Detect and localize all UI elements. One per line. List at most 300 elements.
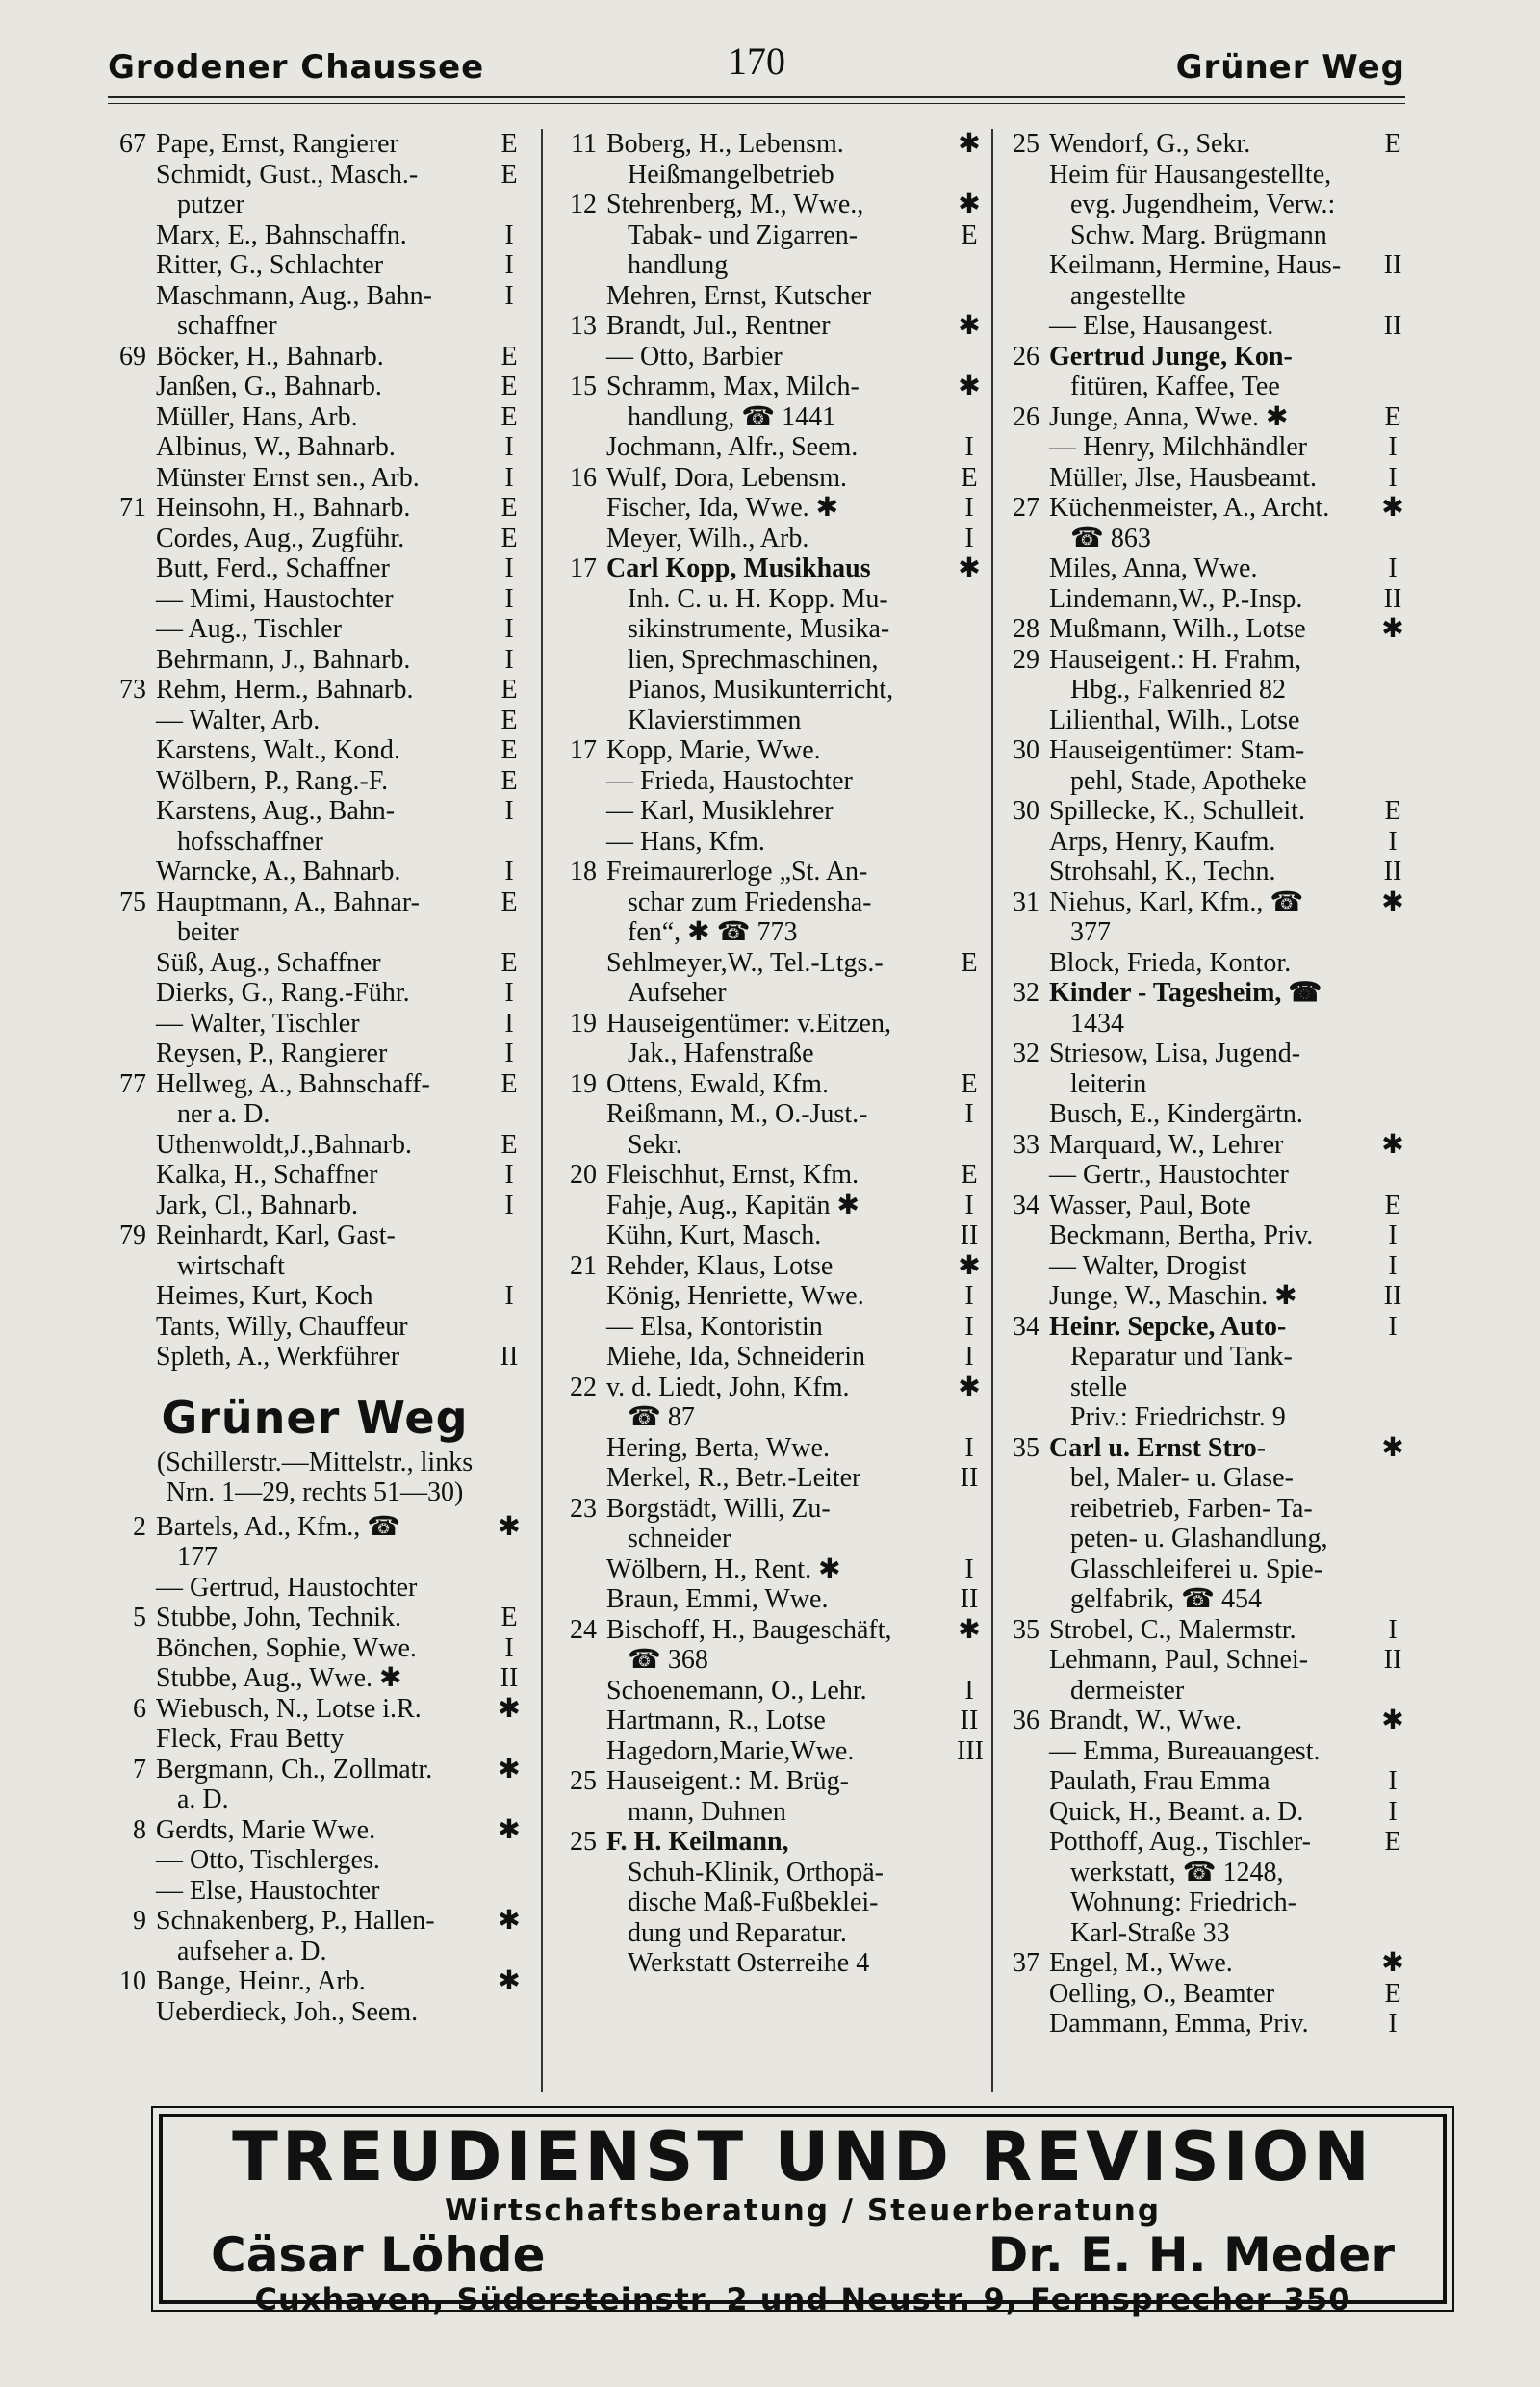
directory-entry — [1001, 1797, 1405, 1828]
entry-text: Keilmann, Hermine, Haus- — [1049, 250, 1342, 280]
status-marker: E — [500, 1129, 518, 1160]
status-marker: I — [504, 553, 514, 583]
directory-entry — [1001, 2009, 1405, 2040]
directory-entry — [1001, 796, 1405, 827]
status-marker: ✱ — [958, 1372, 981, 1402]
entry-text: Bischoff, H., Baugeschäft, — [606, 1614, 892, 1645]
entry-text: Lehmann, Paul, Schnei- — [1049, 1645, 1309, 1675]
entry-text: Brandt, W., Wwe. — [1049, 1706, 1243, 1735]
entry-text: Quick, H., Beamt. a. D. — [1049, 1796, 1304, 1827]
directory-list — [558, 129, 988, 1979]
entry-text: Hauseigentümer: Stam- — [1049, 735, 1305, 765]
entry-text: Klavierstimmen — [628, 705, 802, 735]
status-marker: ✱ — [958, 1614, 981, 1645]
house-number: 6 — [133, 1693, 146, 1724]
directory-entry — [108, 1633, 522, 1664]
status-marker: I — [504, 462, 514, 493]
entry-text: handlung — [628, 250, 729, 280]
directory-entry — [108, 1160, 522, 1191]
status-marker: I — [964, 432, 974, 462]
directory-entry — [1001, 1130, 1405, 1161]
directory-entry — [108, 463, 522, 494]
directory-entry — [108, 372, 522, 402]
directory-entry — [108, 1130, 522, 1161]
status-marker: E — [500, 372, 518, 401]
status-marker: I — [1388, 553, 1398, 583]
status-marker: I — [1388, 1766, 1398, 1796]
house-number: 2 — [133, 1511, 146, 1542]
directory-entry — [1001, 887, 1405, 948]
entry-text: Bartels, Ad., Kfm., ☎ — [156, 1511, 401, 1542]
status-marker: II — [500, 1663, 519, 1693]
status-marker: E — [500, 705, 518, 735]
house-number: 26 — [1013, 401, 1040, 432]
directory-entry — [558, 190, 988, 281]
house-number: 31 — [1013, 886, 1040, 917]
house-number: 17 — [570, 735, 597, 765]
status-marker: E — [500, 1068, 518, 1099]
entry-text: — Walter, Arb. — [156, 705, 321, 735]
house-number: 22 — [570, 1372, 597, 1402]
directory-entry — [108, 1512, 522, 1573]
entry-text: Ueberdieck, Joh., Seem. — [156, 1996, 419, 2027]
entry-text: Hauseigent.: M. Brüg- — [606, 1766, 849, 1796]
directory-entry — [1001, 402, 1405, 433]
entry-text: Marquard, W., Lehrer — [1049, 1129, 1284, 1160]
entry-text: Reißmann, M., O.-Just.- — [606, 1099, 868, 1129]
house-number: 32 — [1013, 1039, 1040, 1068]
directory-entry — [558, 1584, 982, 1615]
directory-entry — [108, 584, 522, 615]
entry-text: Müller, Hans, Arb. — [156, 401, 358, 432]
directory-entry — [558, 1160, 982, 1191]
status-marker: I — [504, 644, 514, 675]
status-marker: I — [964, 1342, 974, 1372]
ad-name-left: Cäsar Löhde — [211, 2227, 546, 2283]
entry-text: Boberg, H., Lebensm. — [606, 129, 844, 159]
entry-text: Werkstatt Osterreihe 4 — [628, 1948, 870, 1978]
entry-text: Heimes, Kurt, Koch — [156, 1281, 373, 1311]
entry-text: Wölbern, P., Rang.-F. — [156, 765, 389, 796]
directory-entry — [558, 1554, 982, 1585]
ad-name-right: Dr. E. H. Meder — [988, 2227, 1395, 2283]
entry-text: Butt, Ferd., Schaffner — [156, 553, 390, 583]
status-marker: ✱ — [1381, 614, 1404, 644]
directory-entry — [558, 1766, 982, 1827]
entry-text: Bergmann, Ch., Zollmatr. — [156, 1754, 433, 1784]
status-marker: ✱ — [1381, 1129, 1404, 1160]
entry-text: mann, Duhnen — [628, 1796, 786, 1827]
directory-entry — [558, 493, 982, 524]
directory-entry — [1001, 1160, 1405, 1191]
directory-entry — [1001, 129, 1405, 160]
directory-entry — [108, 1603, 522, 1633]
directory-entry — [108, 129, 522, 160]
entry-text: dung und Reparatur. — [628, 1917, 847, 1948]
directory-entry — [1001, 1312, 1405, 1433]
directory-entry — [558, 524, 982, 554]
house-number: 73 — [119, 675, 146, 705]
house-number: 34 — [1013, 1311, 1040, 1342]
entry-text: Fahje, Aug., Kapitän ✱ — [606, 1190, 860, 1220]
directory-entry — [108, 432, 522, 463]
directory-entry — [108, 1997, 522, 2028]
directory-entry — [558, 129, 982, 190]
entry-text: Tants, Willy, Chauffeur — [156, 1311, 408, 1342]
entry-text: — Gertr., Haustochter — [1049, 1160, 1289, 1190]
status-marker: E — [1384, 1978, 1401, 2009]
entry-text: putzer — [177, 190, 244, 219]
status-marker: ✱ — [498, 1906, 521, 1936]
entry-text: — Hans, Kfm. — [606, 826, 765, 857]
entry-text: Ottens, Ewald, Kfm. — [606, 1068, 829, 1099]
entry-text: ☎ 368 — [628, 1645, 708, 1675]
house-number: 79 — [119, 1220, 146, 1250]
entry-text: bel, Maler- u. Glase- — [1070, 1463, 1294, 1493]
directory-entry — [108, 1755, 522, 1815]
entry-text: Bönchen, Sophie, Wwe. — [156, 1632, 417, 1663]
directory-entry — [1001, 1251, 1405, 1282]
directory-entry — [1001, 1220, 1405, 1251]
directory-entry — [1001, 463, 1405, 494]
ad-subtitle: Wirtschaftsberatung / Steuerberatung — [444, 2194, 1162, 2228]
entry-text: fitüren, Kaffee, Tee — [1070, 372, 1280, 401]
house-number: 19 — [570, 1008, 597, 1039]
directory-list — [1001, 129, 1405, 2040]
entry-text: Dierks, G., Rang.-Führ. — [156, 978, 410, 1008]
entry-text: Stehrenberg, M., Wwe., — [606, 190, 864, 219]
entry-text: Busch, E., Kindergärtn. — [1049, 1099, 1303, 1129]
directory-entry — [1001, 735, 1405, 796]
entry-text: Stubbe, John, Technik. — [156, 1603, 401, 1632]
entry-text: 1434 — [1070, 1008, 1124, 1039]
entry-text: Kopp, Marie, Wwe. — [606, 735, 821, 765]
status-marker: I — [504, 978, 514, 1008]
directory-entry — [558, 1069, 982, 1100]
status-marker: ✱ — [1381, 886, 1404, 917]
directory-entry — [108, 1039, 522, 1069]
directory-entry — [558, 1494, 982, 1554]
status-marker: E — [500, 493, 518, 523]
directory-entry — [558, 432, 982, 463]
entry-text: Kühn, Kurt, Masch. — [606, 1220, 822, 1250]
status-marker: II — [1383, 311, 1402, 341]
directory-list — [108, 129, 522, 1373]
house-number: 8 — [133, 1814, 146, 1845]
entry-text: Hauptmann, A., Bahnar- — [156, 886, 420, 917]
entry-text: Küchenmeister, A., Archt. — [1049, 493, 1330, 523]
directory-entry — [1001, 1281, 1405, 1312]
entry-text: Schw. Marg. Brügmann — [1070, 219, 1327, 250]
entry-text: dische Maß-Fußbeklei- — [628, 1887, 879, 1917]
directory-entry — [108, 735, 522, 766]
status-marker: E — [500, 401, 518, 432]
entry-text: Strohsahl, K., Techn. — [1049, 857, 1276, 886]
entry-text: Wiebusch, N., Lotse i.R. — [156, 1693, 422, 1724]
entry-text: Miles, Anna, Wwe. — [1049, 553, 1258, 583]
directory-entry — [108, 553, 522, 584]
status-marker: II — [1383, 583, 1402, 614]
status-marker: E — [500, 765, 518, 796]
directory-entry — [1001, 1039, 1405, 1099]
directory-entry — [108, 645, 522, 676]
directory-entry — [1001, 1099, 1405, 1130]
entry-text: Heißmangelbetrieb — [628, 159, 834, 190]
entry-text: — Else, Haustochter — [156, 1875, 380, 1906]
house-number: 33 — [1013, 1129, 1040, 1160]
house-number: 20 — [570, 1160, 597, 1190]
house-number: 21 — [570, 1250, 597, 1281]
directory-entry — [558, 1706, 982, 1736]
status-marker: ✱ — [498, 1693, 521, 1724]
entry-text: evg. Jugendheim, Verw.: — [1070, 190, 1336, 219]
status-marker: II — [1383, 1645, 1402, 1675]
entry-text: Wulf, Dora, Lebensm. — [606, 462, 848, 493]
directory-entry — [558, 342, 982, 372]
directory-entry — [1001, 1433, 1405, 1615]
status-marker: I — [1388, 1311, 1398, 1342]
status-marker: I — [504, 1008, 514, 1039]
directory-entry — [1001, 948, 1405, 979]
directory-entry — [1001, 1615, 1405, 1646]
entry-text: schar zum Friedensha- — [628, 886, 872, 917]
status-marker: I — [1388, 1796, 1398, 1827]
directory-entry — [558, 1312, 982, 1343]
status-marker: I — [504, 796, 514, 826]
directory-entry — [558, 1433, 982, 1464]
entry-text: Arps, Henry, Kaufm. — [1049, 826, 1276, 857]
directory-entry — [1001, 1736, 1405, 1767]
entry-text: schaffner — [177, 311, 277, 341]
directory-entry — [108, 1663, 522, 1694]
entry-text: Freimaurerloge „St. An- — [606, 857, 868, 886]
status-marker: I — [1388, 462, 1398, 493]
entry-text: Hauseigent.: H. Frahm, — [1049, 644, 1302, 675]
directory-entry — [558, 735, 982, 766]
entry-text: Junge, W., Maschin. ✱ — [1049, 1281, 1297, 1311]
entry-text: Stubbe, Aug., Wwe. ✱ — [156, 1663, 402, 1693]
directory-entry — [108, 1312, 522, 1343]
entry-text: hofsschaffner — [177, 826, 323, 857]
directory-entry — [108, 675, 522, 706]
directory-entry — [558, 1251, 982, 1282]
status-marker: E — [1384, 1190, 1401, 1220]
status-marker: E — [500, 129, 518, 159]
entry-text: Schnakenberg, P., Hallen- — [156, 1906, 435, 1936]
entry-text: Mußmann, Wilh., Lotse — [1049, 614, 1306, 644]
status-marker: I — [504, 1039, 514, 1068]
entry-text: Rehder, Klaus, Lotse — [606, 1250, 834, 1281]
entry-text: Carl Kopp, Musikhaus — [606, 553, 871, 583]
entry-text: Oelling, O., Beamter — [1049, 1978, 1275, 2009]
house-number: 29 — [1013, 644, 1040, 675]
status-marker: E — [500, 523, 518, 553]
directory-entry — [558, 1009, 982, 1069]
entry-text: fen“, ✱ ☎ 773 — [628, 917, 798, 947]
status-marker: E — [500, 886, 518, 917]
entry-text: Brandt, Jul., Rentner — [606, 311, 831, 341]
entry-text: Süß, Aug., Schaffner — [156, 947, 381, 978]
status-marker: I — [964, 493, 974, 523]
entry-text: gelfabrik, ☎ 454 — [1070, 1584, 1262, 1614]
directory-entry — [558, 1220, 982, 1251]
entry-text: Mehren, Ernst, Kutscher — [606, 280, 872, 311]
status-marker: E — [500, 735, 518, 765]
house-number: 9 — [133, 1906, 146, 1936]
status-marker: I — [1388, 2009, 1398, 2039]
entry-text: angestellte — [1070, 280, 1186, 311]
entry-text: — Otto, Barbier — [606, 341, 783, 372]
status-marker: I — [1388, 1250, 1398, 1281]
directory-entry — [1001, 1645, 1405, 1706]
entry-text: Fleischhut, Ernst, Kfm. — [606, 1160, 860, 1190]
status-marker: E — [1384, 401, 1401, 432]
status-marker: ✱ — [1381, 1948, 1404, 1978]
house-number: 10 — [119, 1966, 146, 1996]
status-marker: I — [964, 523, 974, 553]
directory-entry — [108, 1966, 522, 1997]
entry-text: wirtschaft — [177, 1250, 285, 1281]
status-marker: I — [504, 857, 514, 886]
house-number: 67 — [119, 129, 146, 159]
entry-text: Behrmann, J., Bahnarb. — [156, 644, 411, 675]
entry-text: — Walter, Tischler — [156, 1008, 360, 1039]
status-marker: E — [961, 462, 978, 493]
directory-entry — [558, 796, 982, 827]
status-marker: I — [964, 1311, 974, 1342]
status-marker: ✱ — [498, 1814, 521, 1845]
entry-text: a. D. — [177, 1784, 229, 1814]
directory-entry — [108, 1281, 522, 1312]
status-marker: ✱ — [958, 1250, 981, 1281]
entry-text: Lindemann,W., P.-Insp. — [1049, 583, 1303, 614]
entry-text: reibetrieb, Farben- Ta- — [1070, 1493, 1313, 1524]
house-number: 27 — [1013, 493, 1040, 523]
status-marker: I — [1388, 826, 1398, 857]
entry-text: König, Henriette, Wwe. — [606, 1281, 864, 1311]
directory-entry — [558, 1463, 982, 1494]
directory-entry — [1001, 706, 1405, 736]
house-number: 18 — [570, 857, 597, 886]
status-marker: II — [960, 1220, 979, 1250]
house-number: 7 — [133, 1754, 146, 1784]
directory-entry — [558, 827, 982, 858]
entry-text: Dammann, Emma, Priv. — [1049, 2009, 1309, 2039]
entry-text: Beckmann, Bertha, Priv. — [1049, 1220, 1314, 1250]
entry-text: — Emma, Bureauangest. — [1049, 1735, 1321, 1766]
entry-text: Hauseigentümer: v.Eitzen, — [606, 1008, 891, 1039]
entry-text: Albinus, W., Bahnarb. — [156, 432, 396, 462]
street-title: Grüner Weg — [161, 1391, 469, 1444]
status-marker: E — [1384, 796, 1401, 826]
status-marker: I — [964, 1675, 974, 1706]
status-marker: ✱ — [498, 1754, 521, 1784]
directory-entry — [558, 1099, 982, 1160]
entry-text: Ritter, G., Schlachter — [156, 250, 384, 280]
directory-entry — [108, 978, 522, 1009]
entry-text: ☎ 87 — [628, 1402, 695, 1432]
status-marker: II — [960, 1584, 979, 1614]
status-marker: E — [961, 1068, 978, 1099]
house-number: 25 — [570, 1827, 597, 1857]
entry-text: Wölbern, H., Rent. ✱ — [606, 1553, 841, 1584]
directory-entry — [558, 1373, 982, 1433]
directory-entry — [558, 463, 982, 494]
directory-entry — [108, 493, 522, 524]
entry-text: Karl-Straße 33 — [1070, 1917, 1230, 1948]
directory-entry — [1001, 311, 1405, 342]
status-marker: ✱ — [958, 129, 981, 159]
house-number: 36 — [1013, 1706, 1040, 1735]
directory-entry — [1001, 342, 1405, 402]
status-marker: II — [960, 1706, 979, 1735]
entry-text: Hartmann, R., Lotse — [606, 1706, 826, 1735]
directory-entry — [108, 220, 522, 251]
column-divider — [541, 129, 543, 2092]
header-street-right: Grüner Weg — [1175, 48, 1405, 87]
house-number: 12 — [570, 190, 597, 219]
directory-entry — [108, 1724, 522, 1755]
entry-text: Jochmann, Alfr., Seem. — [606, 432, 859, 462]
directory-entry — [1001, 493, 1405, 553]
directory-entry — [108, 948, 522, 979]
directory-entry — [1001, 614, 1405, 645]
status-marker: ✱ — [958, 311, 981, 341]
house-number: 32 — [1013, 978, 1040, 1008]
entry-text: Junge, Anna, Wwe. ✱ — [1049, 401, 1289, 432]
entry-text: — Else, Hausangest. — [1049, 311, 1274, 341]
status-marker: ✱ — [1381, 493, 1404, 523]
entry-text: 377 — [1070, 917, 1111, 947]
header-rule — [108, 96, 1405, 104]
entry-text: beiter — [177, 917, 239, 947]
status-marker: ✱ — [1381, 1706, 1404, 1735]
page-number: 170 — [728, 39, 785, 83]
status-marker: E — [500, 341, 518, 372]
directory-entry — [1001, 1766, 1405, 1797]
directory-entry — [1001, 827, 1405, 858]
entry-text: sikinstrumente, Musika- — [628, 614, 890, 644]
directory-entry — [558, 1281, 982, 1312]
entry-text: handlung, ☎ 1441 — [628, 401, 836, 432]
status-marker: I — [1388, 1220, 1398, 1250]
directory-entry — [558, 948, 982, 1009]
directory-entry — [1001, 1827, 1405, 1948]
entry-text: Striesow, Lisa, Jugend- — [1049, 1039, 1301, 1068]
entry-text: Gerdts, Marie Wwe. — [156, 1814, 376, 1845]
directory-entry — [108, 250, 522, 281]
status-marker: I — [504, 1190, 514, 1220]
entry-text: F. H. Keilmann, — [606, 1827, 789, 1857]
entry-text: Engel, M., Wwe. — [1049, 1948, 1233, 1978]
entry-text: Hbg., Falkenried 82 — [1070, 675, 1286, 705]
entry-text: dermeister — [1070, 1675, 1185, 1706]
status-marker: II — [960, 1463, 979, 1493]
entry-text: 177 — [177, 1542, 218, 1572]
directory-entry — [1001, 553, 1405, 584]
street-description-line: Nrn. 1—29, rechts 51—30) — [166, 1477, 464, 1507]
directory-entry — [1001, 1706, 1405, 1736]
status-marker: I — [1388, 432, 1398, 462]
entry-text: Sehlmeyer,W., Tel.-Ltgs.- — [606, 947, 884, 978]
directory-entry — [108, 1906, 522, 1966]
directory-entry — [108, 706, 522, 736]
directory-entry — [1001, 160, 1405, 251]
directory-entry — [1001, 1191, 1405, 1221]
entry-text: Gertrud Junge, Kon- — [1049, 341, 1293, 372]
entry-text: werkstatt, ☎ 1248, — [1070, 1857, 1284, 1887]
entry-text: Hagedorn,Marie,Wwe. — [606, 1735, 855, 1766]
